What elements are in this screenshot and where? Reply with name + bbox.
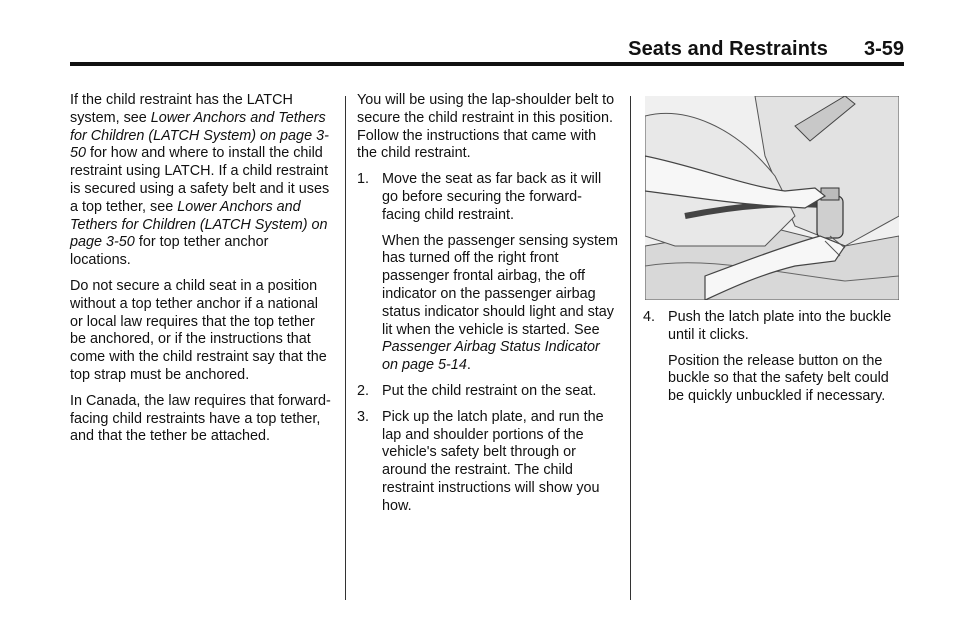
column-1 bbox=[70, 92, 332, 454]
list-item bbox=[357, 409, 619, 516]
airbag-indicator-link[interactable]: Passenger Airbag Status Indicator on page 5-14 bbox=[382, 339, 600, 374]
top-tether-paragraph: Do not secure a child seat in a position without a top tether anchor if a national or local law requires that the top tether be anchored, or if the instructions that come with the child restraint say that the top strap must be anchored. bbox=[70, 277, 327, 383]
latch-reference-link[interactable]: Lower Anchors and Tethers for Children (LATCH System) on page 3-50 bbox=[70, 109, 329, 162]
step-number: 3. bbox=[357, 408, 370, 425]
latch-plate-illustration bbox=[645, 96, 899, 300]
list-item bbox=[357, 171, 619, 224]
latch-paragraph: If the child restraint has the LATCH system, see Lower Anchors and Tethers for Children (LATCH System) on page 3-50 for how and where to install the child restraint using LATCH. If a child restraint is secured using a safety belt and it uses a top tether, see Lower Anchors and Tethers for Children (LATCH System) on page 3-50 for top tether anchor locations. bbox=[70, 92, 330, 269]
column-divider-2 bbox=[630, 96, 631, 600]
list-item bbox=[643, 309, 905, 345]
step-number: 2. bbox=[357, 382, 370, 399]
step-number: 4. bbox=[643, 309, 656, 325]
step-text: Pick up the latch plate, and run the lap and shoulder portions of the vehicle's safety belt through or around the restraint. The child restraint instructions will show you how. bbox=[382, 408, 604, 514]
header-title: Seats and Restraints bbox=[628, 38, 828, 60]
latch-reference-link-2[interactable]: Lower Anchors and Tethers for Children (LATCH System) on page 3-50 bbox=[70, 198, 328, 251]
list-item bbox=[357, 383, 619, 401]
step-text: Push the latch plate into the buckle until it clicks. bbox=[668, 309, 892, 343]
page-number: 3-59 bbox=[863, 38, 904, 60]
illustration-svg bbox=[645, 96, 899, 300]
header-rule bbox=[70, 62, 904, 66]
step-text: Move the seat as far back as it will go before securing the forward-facing child restraint. bbox=[382, 171, 602, 223]
canada-paragraph: In Canada, the law requires that forward-facing child restraints have a top tether, and that the tether be attached. bbox=[70, 392, 331, 445]
column-3 bbox=[643, 309, 905, 414]
step-note: Position the release button on the buckle so that the safety belt could be quickly unbuckled if necessary. bbox=[668, 352, 889, 405]
column-divider-1 bbox=[345, 96, 346, 600]
step-number: 1. bbox=[357, 171, 370, 188]
intro-paragraph: You will be using the lap-shoulder belt to secure the child restraint in this position. Follow the instructions that came with the child restraint. bbox=[357, 92, 615, 162]
step-note: When the passenger sensing system has turned off the right front passenger frontal airbag, the off indicator on the passenger airbag status indicator should light and stay lit when the vehicle is started. See Passenger Airbag Status Indicator on page 5-14. bbox=[382, 232, 618, 374]
column-2 bbox=[357, 92, 619, 524]
step-text: Put the child restraint on the seat. bbox=[382, 382, 597, 399]
